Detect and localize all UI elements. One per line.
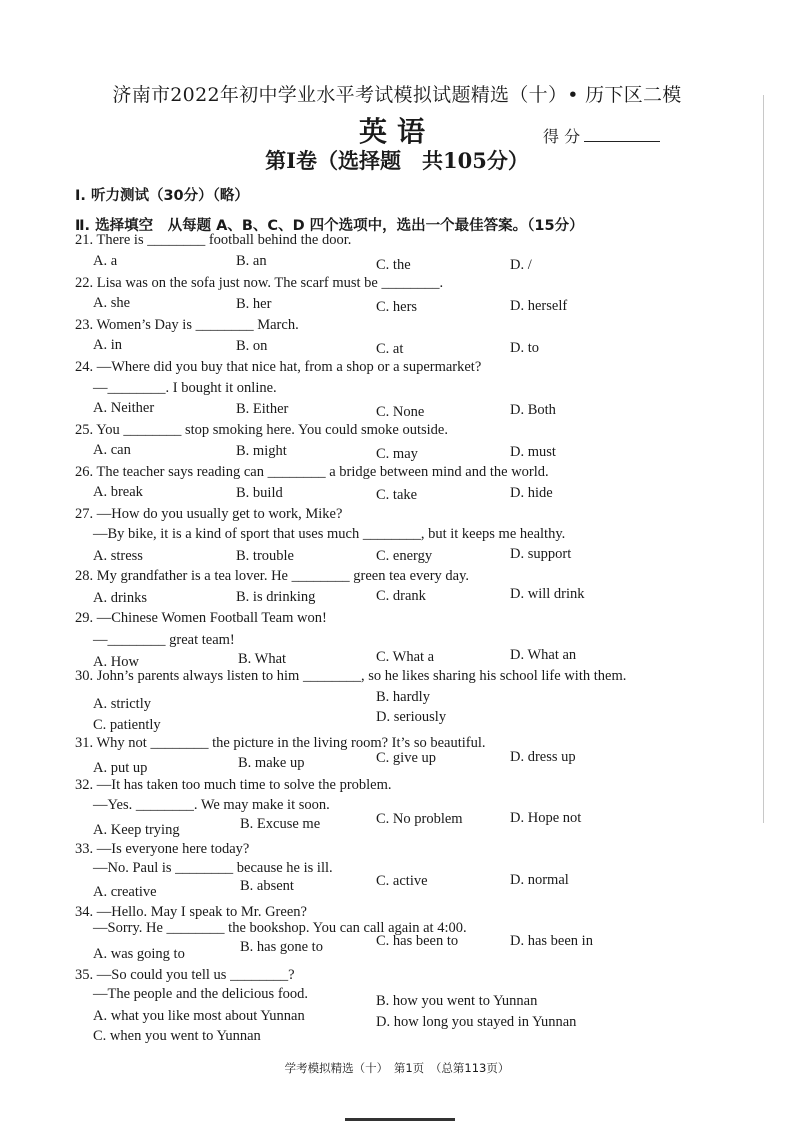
question-24-stem: 24. —Where did you buy that nice hat, from a shop or a supermarket?	[75, 359, 482, 375]
question-26-stem: 26. The teacher says reading can ________ a bridge between mind and the world.	[75, 464, 549, 480]
q34-option-a: A. was going to	[93, 946, 185, 962]
score-field	[543, 124, 660, 147]
q21-option-c: C. the	[376, 257, 411, 273]
question-21-stem: 21. There is ________ football behind the door.	[75, 232, 352, 248]
question-34-reply: —Sorry. He ________ the bookshop. You can call again at 4:00.	[93, 920, 467, 936]
q23-option-a: A. in	[93, 337, 122, 353]
q32-option-b: B. Excuse me	[240, 816, 321, 832]
q31-option-d: D. dress up	[510, 749, 576, 765]
q21-option-b: B. an	[236, 253, 267, 269]
question-27-stem: 27. —How do you usually get to work, Mike?	[75, 506, 343, 522]
q25-option-d: D. must	[510, 444, 556, 460]
q28-option-d: D. will drink	[510, 586, 585, 602]
q32-option-a: A. Keep trying	[93, 822, 180, 838]
question-31-stem: 31. Why not ________ the picture in the living room? It’s so beautiful.	[75, 735, 486, 751]
q25-option-a: A. can	[93, 442, 131, 458]
q35-option-d: D. how long you stayed in Yunnan	[376, 1014, 577, 1030]
q32-option-d: D. Hope not	[510, 810, 582, 826]
q25-option-b: B. might	[236, 443, 287, 459]
q23-option-c: C. at	[376, 341, 404, 357]
q33-option-a: A. creative	[93, 884, 157, 900]
q26-option-d: D. hide	[510, 485, 553, 501]
score-label: 得 分	[543, 127, 581, 146]
q27-option-d: D. support	[510, 546, 572, 562]
q31-option-a: A. put up	[93, 760, 148, 776]
question-23-stem: 23. Women’s Day is ________ March.	[75, 317, 299, 333]
question-35-reply: —The people and the delicious food.	[93, 986, 309, 1002]
q27-option-b: B. trouble	[236, 548, 294, 564]
q22-option-d: D. herself	[510, 298, 568, 314]
q33-option-c: C. active	[376, 873, 428, 889]
q21-option-a: A. a	[93, 253, 118, 269]
question-34-stem: 34. —Hello. May I speak to Mr. Green?	[75, 904, 307, 920]
q34-option-d: D. has been in	[510, 933, 593, 949]
exam-title: 济南市2022年初中学业水平考试模拟试题精选（十）• 历下区二模	[112, 84, 682, 106]
q33-option-d: D. normal	[510, 872, 569, 888]
q30-option-b: B. hardly	[376, 689, 430, 705]
page-footer: 学考模拟精选（十） 第1页 （总第113页）	[284, 1061, 510, 1075]
q29-option-a: A. How	[93, 654, 139, 670]
q21-option-d: D. /	[510, 257, 532, 273]
q31-option-b: B. make up	[238, 755, 305, 771]
q24-option-a: A. Neither	[93, 400, 155, 416]
q28-option-b: B. is drinking	[236, 589, 316, 605]
question-30-stem: 30. John’s parents always listen to him ________, so he likes sharing his school life with them.	[75, 668, 627, 684]
question-32-reply: —Yes. ________. We may make it soon.	[93, 797, 330, 813]
q29-option-d: D. What an	[510, 647, 577, 663]
q32-option-c: C. No problem	[376, 811, 463, 827]
question-27-reply: —By bike, it is a kind of sport that uses much ________, but it keeps me healthy.	[93, 526, 566, 542]
question-24-reply: —________. I bought it online.	[93, 380, 277, 396]
question-28-stem: 28. My grandfather is a tea lover. He ________ green tea every day.	[75, 568, 470, 584]
section-listening: Ⅰ. 听力测试（30分）（略）	[75, 188, 249, 204]
q23-option-d: D. to	[510, 340, 539, 356]
q29-option-b: B. What	[238, 651, 287, 667]
q28-option-a: A. drinks	[93, 590, 147, 606]
q29-option-c: C. What a	[376, 649, 435, 665]
q23-option-b: B. on	[236, 338, 268, 354]
q26-option-a: A. break	[93, 484, 143, 500]
q34-option-b: B. has gone to	[240, 939, 323, 955]
volume-heading: 第Ⅰ卷（选择题 共105分）	[265, 148, 529, 173]
q30-option-d: D. seriously	[376, 709, 447, 725]
q30-option-c: C. patiently	[93, 717, 161, 733]
q28-option-c: C. drank	[376, 588, 426, 604]
question-33-stem: 33. —Is everyone here today?	[75, 841, 250, 857]
question-25-stem: 25. You ________ stop smoking here. You could smoke outside.	[75, 422, 448, 438]
q31-option-c: C. give up	[376, 750, 437, 766]
question-32-stem: 32. —It has taken too much time to solve the problem.	[75, 777, 392, 793]
q26-option-c: C. take	[376, 487, 418, 503]
score-blank	[584, 141, 660, 142]
q22-option-b: B. her	[236, 296, 272, 312]
q27-option-c: C. energy	[376, 548, 433, 564]
question-22-stem: 22. Lisa was on the sofa just now. The scarf must be ________.	[75, 275, 444, 291]
q24-option-b: B. Either	[236, 401, 289, 417]
q24-option-d: D. Both	[510, 402, 556, 418]
q22-option-a: A. she	[93, 295, 131, 311]
question-35-stem: 35. —So could you tell us ________?	[75, 967, 295, 983]
section-choice: Ⅱ. 选择填空 从每题 A、B、C、D 四个选项中，选出一个最佳答案。（15分）	[75, 218, 584, 234]
q33-option-b: B. absent	[240, 878, 294, 894]
q26-option-b: B. build	[236, 485, 283, 501]
question-29-reply: —________ great team!	[93, 632, 235, 648]
page-bottom-mark	[345, 1118, 455, 1121]
q35-option-a: A. what you like most about Yunnan	[93, 1008, 305, 1024]
q34-option-c: C. has been to	[376, 933, 459, 949]
question-29-stem: 29. —Chinese Women Football Team won!	[75, 610, 327, 626]
q35-option-c: C. when you went to Yunnan	[93, 1028, 261, 1044]
q27-option-a: A. stress	[93, 548, 143, 564]
q24-option-c: C. None	[376, 404, 425, 420]
q25-option-c: C. may	[376, 446, 418, 462]
scan-edge-line	[763, 95, 764, 823]
q35-option-b: B. how you went to Yunnan	[376, 993, 538, 1009]
subject-heading: 英语	[358, 115, 435, 148]
q22-option-c: C. hers	[376, 299, 418, 315]
q30-option-a: A. strictly	[93, 696, 151, 712]
question-33-reply: —No. Paul is ________ because he is ill.	[93, 860, 333, 876]
